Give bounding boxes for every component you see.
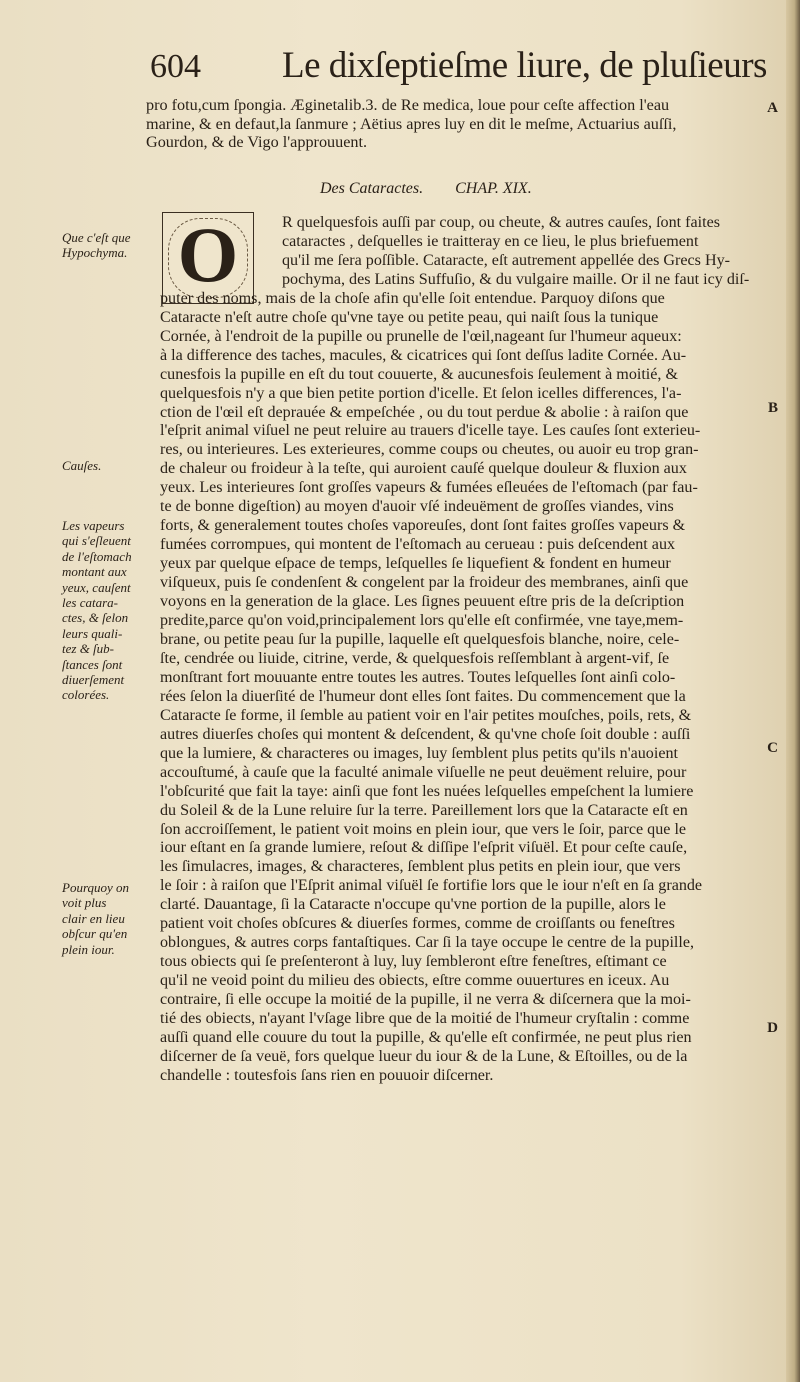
margin-note-line: de l'eſtomach bbox=[62, 548, 132, 564]
margin-note bbox=[62, 880, 157, 957]
margin-note-line: Pourquoy on bbox=[62, 880, 130, 895]
margin-note-line: voit plus bbox=[62, 895, 107, 911]
text-line: marine, & en defaut,la ſanmure ; Aëtius apres luy en dit le meſme, Actuarius auſſi, bbox=[146, 114, 677, 133]
text-line: clarté. Dauantage, ſi la Cataracte n'occupe qu'vne portion de la pupille, alors le bbox=[160, 896, 666, 914]
text-line: cunesfois la pupille en eſt du tout couuerte, & aucunesfois ſeulement à moitié, & bbox=[160, 365, 678, 383]
text-line: forts, & generalement toutes choſes vaporeuſes, dont ſont faites groſſes vapeurs & bbox=[160, 517, 686, 535]
running-title: Le dixſeptieſme liure, de pluſieurs bbox=[282, 45, 767, 86]
text-line: te de bonne digeſtion) au moyen d'auoir vſé indeuëment de groſſes viandes, vins bbox=[160, 498, 674, 516]
text-line: de chaleur ou froideur à la teſte, qui auroient cauſé quelque douleur & fluxion aux bbox=[160, 460, 687, 478]
text-line: autres diuerſes choſes qui montent & deſcendent, & qu'vne choſe ſoit double : auſſi bbox=[160, 725, 691, 743]
text-line: diſcerner de ſa veuë, fors quelque lueur du iour & de la Lune, & Eſtoilles, ou de la bbox=[160, 1047, 688, 1065]
margin-note-line: Les vapeurs bbox=[62, 518, 125, 533]
text-line: ſon accroiſſement, le patient voit moins en plein iour, que vers le ſoir, parce que le bbox=[160, 820, 687, 838]
text-line: que la lumiere, & characteres ou images, luy ſemblent plus petits qu'ils n'auoient bbox=[160, 744, 678, 762]
margin-note-line: les catara- bbox=[62, 595, 118, 611]
text-line: Cataracte n'eſt autre choſe qu'vne taye ou petite peau, qui naiſt ſous la tunique bbox=[160, 308, 659, 326]
margin-note-line: obſcur qu'en bbox=[62, 926, 128, 942]
margin-note bbox=[62, 518, 157, 703]
margin-note-line: montant aux bbox=[62, 564, 127, 580]
text-line: ſte, cendrée ou liuide, citrine, verde, & quelquesfois reſſemblant à argent-vif, ſe bbox=[160, 649, 670, 667]
margin-note-line: tez & ſub- bbox=[62, 641, 114, 657]
intro-paragraph bbox=[146, 96, 766, 152]
side-reference-letter: B bbox=[767, 400, 778, 416]
text-line: yeux par quelque eſpace de temps, leſquelles ſe liquefient & fondent en humeur bbox=[160, 555, 671, 573]
text-line: rées ſelon la diuerſité de l'humeur dont elles ſont faites. Du commencement que la bbox=[160, 687, 686, 705]
margin-note-line: Que c'eſt que bbox=[62, 230, 131, 245]
text-line: qu'il me ſera poſſible. Cataracte, eſt autrement appellée des Grecs Hy- bbox=[282, 251, 730, 269]
margin-note-line: Hypochyma. bbox=[62, 245, 128, 261]
text-line: oblongues, & autres corps fantaſtiques. Car ſi la taye occupe le centre de la pupille, bbox=[160, 934, 695, 952]
text-line: monſtrant fort mouuante entre toutes les autres. Toutes leſquelles ſont ainſi colo- bbox=[160, 668, 676, 686]
text-line: l'obſcurité que fait la taye: ainſi que font les nuées leſquelles empeſchent la lumiere bbox=[160, 782, 694, 800]
text-line: à la difference des taches, macules, & cicatrices qui ſont deſſus ladite Cornée. Au- bbox=[160, 346, 687, 364]
margin-note-line: ſtances ſont bbox=[62, 656, 123, 672]
text-line: quelquesfois n'y a que bien petite portion d'icelle. Et ſelon icelles differences, l'a- bbox=[160, 384, 682, 402]
margin-note-line: Cauſes. bbox=[62, 458, 102, 473]
text-line: cataractes , deſquelles ie traitteray en ce lieu, le plus briefuement bbox=[282, 232, 699, 250]
margin-note bbox=[62, 230, 157, 261]
drop-cap-letter: O bbox=[177, 211, 239, 298]
text-line: puter des noms, mais de la choſe afin qu'elle ſoit entendue. Parquoy diſons que bbox=[160, 289, 665, 307]
text-line: qu'il ne veoid point du milieu des obiects, eſtre comme ouuertures en iceux. Au bbox=[160, 972, 670, 990]
text-line: contraire, ſi elle occupe la moitié de la pupille, il ne verra & diſcernera que la moi- bbox=[160, 991, 691, 1009]
chapter-number: CHAP. XIX. bbox=[455, 180, 532, 197]
text-line: tous obiects qui ſe preſenteront à luy, luy ſembleront eſtre feneſtres, eſtimant ce bbox=[160, 953, 667, 971]
side-reference-letter: D bbox=[767, 1020, 778, 1036]
text-line: le ſoir : à raiſon que l'Eſprit animal viſuël ſe fortifie lors que le iour n'eſt en ſa grande bbox=[160, 877, 703, 895]
text-line: pro fotu,cum ſpongia. Æginetalib.3. de Re medica, loue pour ceſte affection l'eau bbox=[146, 96, 670, 114]
margin-note-line: clair en lieu bbox=[62, 910, 125, 926]
text-line: ction de l'œil eſt deprauée & empeſchée , ou du tout perdue & abolie : à raiſon que bbox=[160, 403, 689, 421]
margin-note-line: yeux, cauſent bbox=[62, 579, 131, 595]
margin-note-line: colorées. bbox=[62, 687, 110, 703]
margin-note-line: qui s'eſleuent bbox=[62, 533, 131, 549]
text-line: Cataracte ſe forme, il ſemble au patient voir en l'air petites mouſches, poils, rets, & bbox=[160, 706, 692, 724]
margin-note bbox=[62, 458, 157, 473]
margin-note-line: leurs quali- bbox=[62, 625, 123, 641]
text-line: les ſimulacres, images, & characteres, ſemblent plus petits en plein iour, que vers bbox=[160, 858, 681, 876]
text-line: brane, ou petite peau ſur la pupille, laquelle eſt quelquesfois blanche, noire, cele- bbox=[160, 630, 680, 648]
side-reference-letter: C bbox=[767, 740, 778, 756]
page-edge bbox=[786, 0, 800, 1382]
chapter-heading bbox=[320, 180, 740, 198]
text-line: chandelle : toutesfois ſans rien en pouuoir diſcerner. bbox=[160, 1066, 494, 1084]
text-line: patient voit choſes obſcures & diuerſes formes, comme de croiſſants ou feneſtres bbox=[160, 915, 675, 933]
margin-note-line: ctes, & ſelon bbox=[62, 610, 129, 626]
margin-note-line: plein iour. bbox=[62, 941, 115, 957]
text-line: res, ou interieures. Les exterieures, comme coups ou cheutes, ou auoir eu trop gran- bbox=[160, 441, 699, 459]
text-line: R quelquesfois auſſi par coup, ou cheute, & autres cauſes, ſont faites bbox=[282, 214, 720, 231]
chapter-title: Des Cataractes. bbox=[320, 180, 424, 197]
text-line: Cornée, à l'endroit de la pupille ou prunelle de l'œil,nageant ſur l'humeur aqueux: bbox=[160, 327, 682, 345]
folio-number: 604 bbox=[150, 48, 201, 85]
text-line: du Soleil & de la Lune reluire ſur la terre. Pareillement lors que la Cataracte eſt en bbox=[160, 801, 688, 819]
text-line: voyons en la generation de la glace. Les ſignes peuuent eſtre pris de la deſcription bbox=[160, 593, 685, 611]
text-line: predite,parce qu'on void,principalement lors qu'elle eſt confirmée, vne taye,mem- bbox=[160, 612, 684, 630]
text-line: iour eſtant en ſa grande lumiere, reſout & diſſipe l'eſprit viſuël. Et pour ceſte cauſe, bbox=[160, 839, 688, 857]
text-line: yeux. Les interieures ſont groſſes vapeurs & fumées eſleuées de l'eſtomach (par fau- bbox=[160, 479, 698, 497]
text-line: viſqueux, puis ſe condenſent & congelent par la froideur des membranes, ainſi que bbox=[160, 574, 689, 592]
side-reference-letter: A bbox=[767, 100, 778, 116]
margin-note-line: diuerſement bbox=[62, 672, 125, 688]
chapter-body bbox=[160, 214, 775, 1086]
text-line: l'eſprit animal viſuel ne peut reluire au trauers d'icelle taye. Les cauſes ſont exterieu- bbox=[160, 422, 701, 440]
text-line: accouſtumé, à cauſe que la faculté animale viſuelle ne peut deuëment reluire, pour bbox=[160, 763, 687, 781]
text-line: auſſi quand elle couure du tout la pupille, & qu'elle eſt confirmée, ne peut plus rien bbox=[160, 1028, 692, 1046]
text-line: tié des obiects, n'ayant l'vſage libre que de la moitié de l'humeur cryſtalin : comme bbox=[160, 1010, 690, 1028]
text-line: fumées corrompues, qui montent de l'eſtomach au cerueau : puis deſcendent aux bbox=[160, 536, 676, 554]
text-line: pochyma, des Latins Suffuſio, & du vulgaire maille. Or il ne faut icy diſ- bbox=[282, 270, 750, 288]
text-line: Gourdon, & de Vigo l'approuuent. bbox=[146, 133, 368, 152]
page-header bbox=[150, 44, 767, 94]
